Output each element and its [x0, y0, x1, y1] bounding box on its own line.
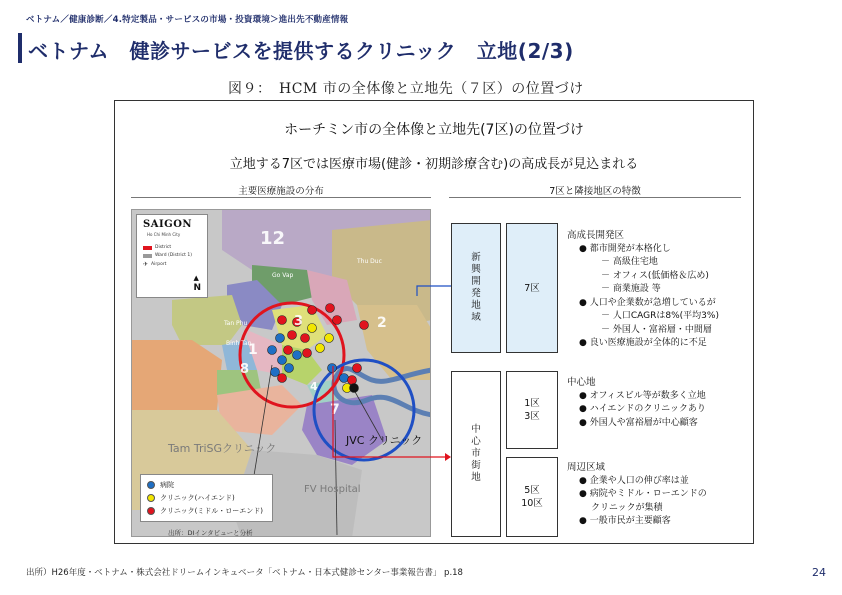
mid-low-clinic-marker — [348, 376, 357, 385]
district-5-10-box: 5区 10区 — [506, 457, 558, 537]
mid-low-clinic-marker — [284, 346, 293, 355]
mid-low-clinic-marker — [278, 316, 287, 325]
mid-low-clinic-marker — [303, 349, 312, 358]
central-details: 中心地 ● オフィスビル等が数多く立地 ● ハイエンドのクリニックあり ● 外国人や富裕層が中心顧客 — [567, 377, 706, 428]
figure-caption: 図９： HCM 市の全体像と立地先（７区）の位置づけ — [228, 81, 584, 97]
breadcrumb: ベトナム／健康診断／4.特定製品・サービスの市場・投資環境＞進出先不動産情報 — [26, 15, 349, 25]
district-8-number: 8 — [240, 362, 250, 377]
map-legend-bottom — [140, 474, 273, 522]
mid-low-clinic-marker — [326, 304, 335, 313]
hcm-district-map — [131, 209, 431, 537]
figure-subtitle: 立地する7区では医療市場(健診・初期診療含む)の高成長が見込まれる — [229, 157, 639, 172]
hospital-marker — [285, 364, 294, 373]
jvc-clinic-label: JVC クリニック — [346, 434, 423, 447]
district-4-number: 4 — [310, 380, 318, 393]
tan-phu-label: Tan Phu — [224, 320, 248, 327]
mid-low-clinic-marker — [308, 306, 317, 315]
go-vap-label: Go Vap — [272, 272, 294, 279]
hospital-marker — [278, 356, 287, 365]
district-1-3-box: 1区 3区 — [506, 371, 558, 449]
tam-tri-label: Tam TriSGクリニック — [168, 442, 277, 455]
mid-low-dot-icon — [147, 507, 155, 515]
district-3-number: 3 — [294, 314, 304, 329]
district-12-number: 12 — [260, 228, 286, 249]
hospital-marker — [293, 351, 302, 360]
district-7-number: 7 — [330, 402, 340, 418]
page-title: ベトナム 健診サービスを提供するクリニック 立地(2/3) — [28, 39, 574, 63]
mid-low-clinic-marker — [288, 331, 297, 340]
hospital-marker — [340, 374, 349, 383]
saigon-title: SAIGON — [143, 219, 193, 230]
high-end-clinic-marker — [316, 344, 325, 353]
mid-low-clinic-marker — [333, 316, 342, 325]
left-section-header: 主要医療施設の分布 — [238, 186, 324, 197]
legend-ward: Ward (District 1) — [143, 253, 192, 258]
map-source: 出所：DIインタビューと分析 — [168, 529, 253, 537]
high-end-clinic-marker — [325, 334, 334, 343]
legend-hospital: 病院 — [147, 478, 266, 491]
thu-duc-label: Thu Duc — [357, 258, 382, 265]
legend-airport: ✈ Airport — [143, 261, 167, 268]
figure-frame — [114, 100, 754, 544]
page-number: 24 — [812, 566, 826, 579]
peripheral-details: 周辺区域 ● 企業や人口の伸び率は並 ● 病院やミドル・ローエンドの クリニックが集積 ● 一般市民が主要顧客 — [567, 462, 707, 526]
mid-low-clinic-marker — [360, 321, 369, 330]
legend-district: District — [143, 245, 171, 250]
figure-title: ホーチミン市の全体像と立地先(7区)の位置づけ — [284, 122, 584, 138]
district-7-details: 高成長開発区 ● 都市開発が本格化し － 高級住宅地 － オフィス(低価格＆広め) － 商業施設 等 ● 人口や企業数が急増しているが － 人口CAGRは8%(平均3%) － 外国人・富裕層・中間層 ● 良い医療施設が全体的に不足 — [567, 230, 719, 348]
right-section-header: 7区と隣接地区の特徴 — [549, 186, 641, 197]
hospital-dot-icon — [147, 481, 155, 489]
jvc-clinic-marker — [350, 384, 359, 393]
saigon-subtitle: Ho Chi Minh City — [147, 232, 181, 237]
hospital-marker — [328, 364, 337, 373]
mid-low-clinic-marker — [278, 374, 287, 383]
legend-high-end-clinic: クリニック(ハイエンド) — [147, 491, 266, 504]
source-note: 出所）H26年度・ベトナム・株式会社ドリームインキュベータ「ベトナム・日本式健診センター事業報告書」 p.18 — [26, 568, 463, 578]
hospital-marker — [268, 346, 277, 355]
left-section-rule — [131, 197, 431, 198]
airport-icon: ✈ — [143, 261, 149, 268]
new-development-area-box: 新 興 開 発 地 域 — [451, 223, 501, 353]
mid-low-clinic-marker — [301, 334, 310, 343]
district-7-box: 7区 — [506, 223, 558, 353]
mid-low-clinic-marker — [353, 364, 362, 373]
legend-mid-low-clinic: クリニック(ミドル・ローエンド) — [147, 504, 266, 517]
north-arrow-icon: ▲ N — [193, 274, 201, 293]
hospital-marker — [276, 334, 285, 343]
high-end-clinic-marker — [308, 324, 317, 333]
district-1-number: 1 — [248, 342, 258, 358]
high-end-dot-icon — [147, 494, 155, 502]
map-legend-top — [136, 214, 208, 298]
title-accent-bar — [18, 33, 22, 63]
right-section-rule — [449, 197, 741, 198]
binh-tan-label: Binh Tan — [226, 340, 252, 347]
fv-hospital-label: FV Hospital — [304, 484, 361, 495]
district-2-number: 2 — [377, 315, 387, 331]
central-city-box: 中 心 市 街 地 — [451, 371, 501, 537]
